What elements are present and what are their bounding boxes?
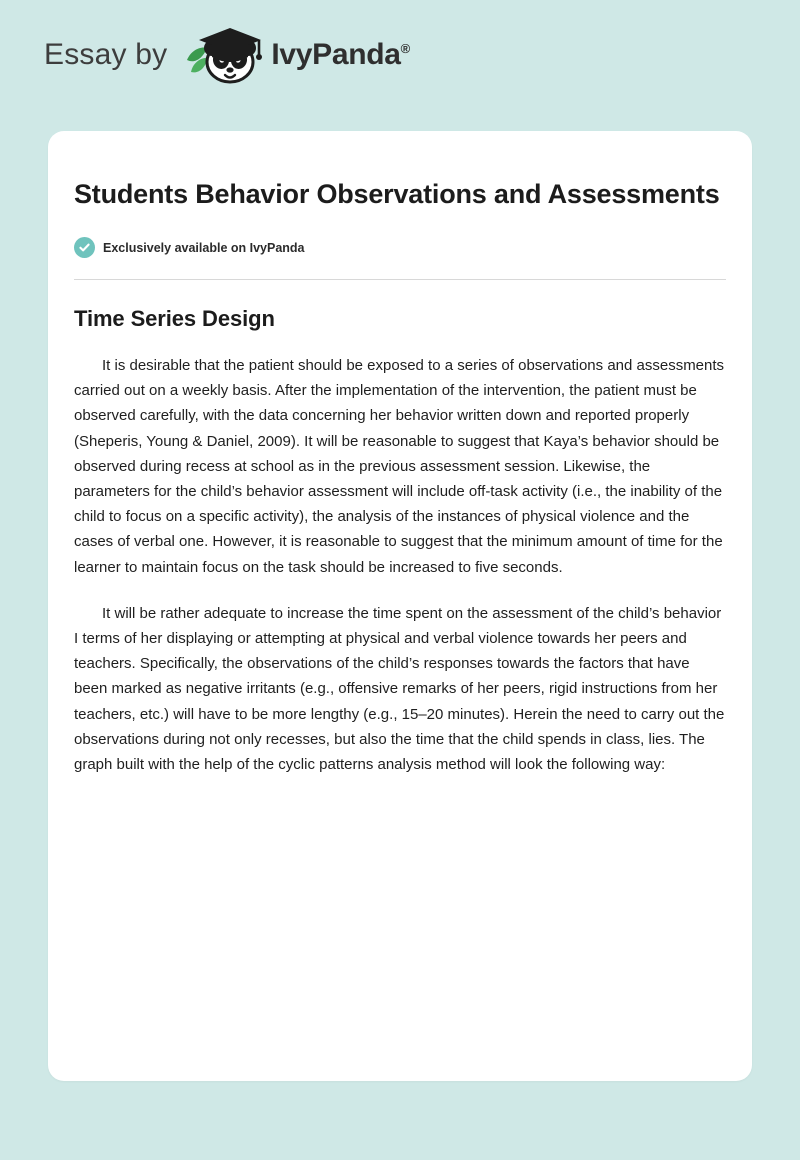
document-card: [48, 131, 752, 1081]
logo-text-label: IvyPanda: [271, 38, 401, 71]
header-divider: [74, 279, 726, 280]
panda-graduation-cap-icon: [181, 24, 269, 86]
page-title: Students Behavior Observations and Assessments: [74, 179, 720, 209]
registered-mark: ®: [400, 41, 410, 56]
ivypanda-logo[interactable]: [181, 24, 410, 86]
essay-by-label: Essay by: [44, 38, 168, 71]
ivypanda-wordmark: [271, 38, 410, 72]
body-paragraph: It will be rather adequate to increase the time spent on the assessment of the child’s behavior I terms of her displaying or attempting at physical and verbal violence towards her peers and teachers. Specifically, the observations of the child’s responses towards the factors that have been marked as negative irritants (e.g., offensive remarks of her peers, rigid instructions from her teachers, etc.) will have to be more lengthy (e.g., 15–20 minutes). Herein the need to carry out the observations during not only recesses, but also the time that the child spends in class, lies. The graph built with the help of the cyclic patterns analysis method will look the following way:: [74, 604, 725, 774]
exclusive-badge: [74, 237, 726, 258]
body-paragraph: It is desirable that the patient should be exposed to a series of observations and assessments carried out on a weekly basis. After the implementation of the intervention, the patient must be observed carefully, with the data concerning her behavior written down and reported properly (Sheperis, Young & Daniel, 2009). It will be reasonable to suggest that Kaya’s behavior should be observed during recess at school as in the previous assessment session. Likewise, the parameters for the child’s behavior assessment will include off-task activity (i.e., the inability of the child to focus on a specific activity), the analysis of the instances of physical violence and the cases of verbal one. However, it is reasonable to suggest that the minimum amount of time for the learner to maintain focus on the task should be increased to five seconds.: [74, 357, 725, 576]
section-heading: Time Series Design: [74, 306, 275, 331]
site-header: [0, 0, 800, 72]
exclusive-badge-label: Exclusively available on IvyPanda: [103, 240, 305, 255]
check-circle-icon: [74, 237, 95, 258]
